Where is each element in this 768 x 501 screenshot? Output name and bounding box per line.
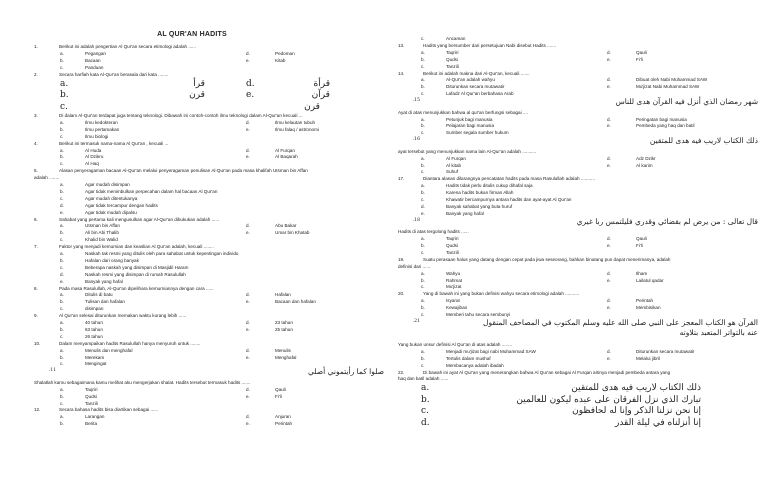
option-text: Khawatir bercampurnya antara hadits dan ayat-ayat Al Qur'an <box>446 197 572 202</box>
option-key: b. <box>60 126 64 132</box>
option-key: b. <box>60 90 69 100</box>
option-text: Khalid bin Walid <box>85 237 118 243</box>
option-key: c. <box>421 169 425 175</box>
option-text: Kitab <box>275 57 286 63</box>
option-key: d. <box>607 77 611 83</box>
option-key: e. <box>246 154 250 160</box>
question-number: 22. <box>398 369 405 375</box>
option-key: e. <box>607 355 611 361</box>
option-text: Membisikan <box>636 305 661 311</box>
option-text: Larangan <box>85 414 105 420</box>
option-key: d. <box>607 49 611 55</box>
option-key: c. <box>421 406 429 417</box>
option-text: Tertulis dalam mushaf <box>446 355 491 361</box>
option-text: Perintah <box>636 298 654 304</box>
option-key: a. <box>60 147 64 153</box>
option-key: c. <box>421 312 425 317</box>
question-text-continued: adalah ........ <box>34 175 60 181</box>
option-text: Qudsi <box>85 393 98 399</box>
option-text: Al Furqan <box>275 147 295 153</box>
option-text: Menulis dan menghafal <box>85 347 133 353</box>
question-text: Di dalam Al-Qur'an terdapat juga tentang teknologi. Dibawah ini contoh-contoh ilmu teknologi dalam Al-Qur'an kecuali ... <box>59 113 303 118</box>
option-text: Berita <box>85 421 98 427</box>
option-text: Bacaan dan hafalan <box>275 299 316 305</box>
option-text: Melalui jibril <box>636 355 660 361</box>
question-number: 15. <box>412 98 420 104</box>
option-text: Pedoman <box>275 50 295 56</box>
option-key: a. <box>421 77 425 83</box>
option-text: Beberapa naskah yang disimpan di Masjidil Haram <box>85 264 189 270</box>
option-key: d. <box>246 223 250 229</box>
option-text: 40 tahun <box>85 320 103 325</box>
option-text: Panduan <box>85 64 104 70</box>
option-key: b. <box>421 162 425 168</box>
option-key: e. <box>607 56 611 62</box>
question-text: Hadits yang bersumber dari persetujuan Nabi disebut Hadits ....... <box>423 42 557 48</box>
option-key: a. <box>421 270 425 276</box>
option-key: e. <box>246 393 250 399</box>
option-text: Pelajaran bagi manusia <box>446 123 495 129</box>
option-text: Ali bin Abi Thalib <box>85 230 119 236</box>
question-number: 12. <box>34 407 41 413</box>
option-text: Al Dzikru <box>85 154 104 160</box>
option-text: Isyarat <box>446 298 460 304</box>
question-text-continued: haq dan batil adalah ...... <box>398 376 449 382</box>
option-key: d. <box>246 414 250 420</box>
option-key: c. <box>60 195 64 201</box>
option-key: c. <box>60 64 64 70</box>
option-text: Qauli <box>275 386 286 392</box>
question-number: 2. <box>34 71 38 77</box>
option-text: تبارك الذي نزل الفرقان على عبده ليكون للعالمين <box>516 394 701 405</box>
option-key: a. <box>60 292 64 298</box>
option-key: e. <box>246 299 250 305</box>
page-title: AL QUR'AN HADITS <box>157 31 227 38</box>
option-text: Suhuf <box>446 169 459 175</box>
question-number: 5. <box>34 168 38 174</box>
option-text: Qudsi <box>446 243 459 248</box>
question-number: 14. <box>398 70 405 76</box>
option-key: d. <box>246 50 250 56</box>
option-text: Al Huda <box>85 147 102 153</box>
question-number: 11. <box>48 368 56 374</box>
option-text: Agar tidak mudah dipalsu <box>85 209 137 215</box>
option-key: a. <box>421 116 425 122</box>
question-text: Diantara alasan dilarangnya pencatatan hadits pada masa Rasulullah adalah ........... <box>423 176 595 182</box>
question-text: Alasan penyeragaman bacaan Al-Qur'an melalui penyeragaman penulisan Al-Qur'an pada masa khalifah Utsman bin Affan <box>59 168 308 174</box>
option-text: Ilham <box>636 270 648 276</box>
option-text: Taqriri <box>85 386 98 392</box>
option-text: Banyak sahabat yang buta huruf <box>446 203 513 209</box>
option-text: Anjuran <box>275 414 291 420</box>
option-text: Diturunkan secara mutawatir <box>636 348 695 354</box>
question-number: 1. <box>34 44 38 49</box>
option-text: قرن <box>189 90 205 100</box>
option-text: Petunjuk bagi manusia <box>446 116 493 122</box>
option-key: a. <box>60 78 69 89</box>
question-text: Al Qur'an selesai diturunkan memakan waktu kurang lebih ...... <box>59 313 187 319</box>
option-text: Al Haq <box>85 161 99 167</box>
option-text: Peringatan bagi manusia <box>636 116 687 122</box>
option-key: c. <box>60 161 64 167</box>
option-text: Fi'li <box>636 243 643 248</box>
option-key: b. <box>60 393 64 399</box>
option-key: e. <box>607 162 611 168</box>
option-key: a. <box>421 49 425 55</box>
option-key: d. <box>246 347 250 353</box>
question-number: 13. <box>398 42 405 48</box>
option-key: e. <box>246 354 250 360</box>
option-key: d. <box>607 116 611 122</box>
option-text: Mengingat <box>85 361 107 367</box>
option-text: Pembeda yang haq dan batil <box>636 123 695 129</box>
option-key: d. <box>607 270 611 276</box>
option-text: Al Furqan <box>446 155 466 161</box>
option-text: Ilmu pertamakan <box>85 126 120 132</box>
question-text-continued: Ayat di atas menunjukkan bahwa al qur'an berfungsi sebagai .... <box>398 109 529 115</box>
option-text: Mu'jizat Nabi Muhammad SAW <box>636 84 700 90</box>
option-key: a. <box>60 251 64 256</box>
option-text: Menjadi mu'jizat bagi nabi Muhammad SAW <box>446 348 536 354</box>
option-key: b. <box>421 84 425 90</box>
option-key: b. <box>60 57 64 63</box>
option-text: Agar tidak menimbulkan perpecahan dalam hal bacaan Al Qur'an <box>85 188 218 194</box>
question-text: Di bawah ini ayat Al Qur'an yang menerangkan bahwa Al Qur'an sebagai Al Furqan artinya menjadi pembeda antara yang <box>423 369 671 375</box>
option-key: e. <box>246 90 255 100</box>
option-text: Ilmu kedokteran <box>85 119 118 125</box>
question-number: 16. <box>412 137 420 143</box>
option-key: a. <box>60 119 64 125</box>
question-number: 19. <box>398 256 405 262</box>
question-text-continued: definisi dari ...... <box>398 263 431 269</box>
option-key: e. <box>246 326 250 332</box>
option-key: e. <box>607 123 611 129</box>
option-text: Banyak yang hafal <box>446 210 484 216</box>
option-key: c. <box>60 264 64 270</box>
option-key: d. <box>246 119 250 125</box>
option-text: disimpan <box>85 306 104 312</box>
option-text: Tanzili <box>446 249 459 255</box>
option-key: a. <box>60 414 64 420</box>
question-text: Yang di bawah ini yang bukan definisi wahyu secara etimologi adalah ........... <box>423 291 580 297</box>
question-text: Faktor yang menjadi kemurnian dan keaslian Al Qur'an adalah, kecuali ........ <box>59 244 214 250</box>
option-text: Agar mudah ditentukanya <box>85 195 138 201</box>
option-key: a. <box>421 183 425 189</box>
option-text: Sumber segala sumber hukum <box>446 130 509 136</box>
option-text: 25 tahun <box>275 326 293 332</box>
question-text-continued: Hadits di atas tergolong hadits ...... <box>398 229 469 235</box>
option-key: e. <box>607 277 611 283</box>
option-key: b. <box>421 394 430 405</box>
question-text: Sahabat yang pertama kali mengusulkan agar Al-Qur'an dibukukan adalah ...... <box>59 216 220 222</box>
option-text: قرأ <box>193 78 205 89</box>
option-text: Ditulis di batu <box>85 292 113 298</box>
option-key: d. <box>246 320 250 325</box>
option-key: a. <box>60 182 64 187</box>
question-text: Dalam menyampaikan hadits Rasulullah hanya menyuruh untuk ........ <box>59 340 201 346</box>
question-text: Secara harfiah kata Al-Qur'an berasala dari kata ........ <box>59 71 169 77</box>
option-text: Diturunkan secara mutawatir <box>446 84 505 90</box>
question-text: Suatu perasaan halus yang datang dengan cepat pada jiwa seseorang, bahkan binatang pun dapat menerimanya, adalah <box>423 256 671 262</box>
option-key: c. <box>60 306 64 312</box>
option-key: a. <box>421 383 430 394</box>
option-text: قرآن <box>311 90 330 100</box>
option-text: Al karim <box>636 162 653 168</box>
question-text: شهر رمضان الذي أنزل فيه القرآن هدى للناس <box>615 97 758 107</box>
option-text: Ilmu kelautan tubuh <box>275 119 316 125</box>
option-key: a. <box>60 386 64 392</box>
option-text: Membacanya adalah ibadah <box>446 362 504 368</box>
option-text: Taqriri <box>446 49 459 55</box>
option-text: ذلك الكتاب لاريب فيه هدى للمتقين <box>571 383 701 394</box>
option-key: c. <box>60 101 68 112</box>
option-text: Menulis <box>275 347 291 353</box>
option-text: Lafadz Al Qur'an berbahasa Arab <box>446 91 514 97</box>
option-text: Kewajiban <box>446 305 468 311</box>
option-text: Tanzili <box>446 63 459 69</box>
option-key: d. <box>421 203 425 209</box>
option-text: Rahmat <box>446 277 463 283</box>
option-text: Karena hadits bukan firman Allah <box>446 190 514 196</box>
option-key: b. <box>421 355 425 361</box>
question-text-continued: ayat tersebut yang menunjukkan nama lain Al-Qur'an adalah ........... <box>398 148 537 154</box>
question-text: Berikut ini adalah makna dari Al-Qur'an, kecuali ....... <box>423 70 530 76</box>
option-key: b. <box>60 354 64 360</box>
option-key: b. <box>421 305 425 311</box>
option-text: Perintah <box>275 421 293 427</box>
option-text: Taqriri <box>446 236 459 242</box>
option-text: Wahyu <box>446 270 461 276</box>
option-key: c. <box>421 130 425 136</box>
question-text: Secara bahasa hadits bisa diartikan sebagai ...... <box>59 407 159 413</box>
option-key: a. <box>60 223 64 229</box>
option-key: c. <box>421 362 425 368</box>
option-key: e. <box>607 305 611 311</box>
question-text-continued: Yang bukan unsur definisi Al Qur'an di atas adalah ........ <box>398 341 512 347</box>
option-text: Qauli <box>636 236 647 242</box>
option-text: إنا نحن نزلنا الذكر وإنا له لحافظون <box>572 406 701 417</box>
option-text: Al kitab <box>446 162 462 168</box>
option-key: b. <box>421 277 425 283</box>
option-text: Tulisan dan hafalan <box>85 299 125 305</box>
option-key: c. <box>60 333 64 339</box>
question-number: 17. <box>398 176 405 182</box>
option-key: d. <box>607 236 611 242</box>
option-key: c. <box>60 237 64 243</box>
option-text: Agar tidak tercampur dengan hadits <box>85 202 158 208</box>
option-key: a. <box>421 155 425 161</box>
question-text-continued: Shalatlah kamu sebagaimana kamu melihat aku mengerjakan shalat. Hadits tersebut termasuk hadits ....... <box>34 379 251 385</box>
option-key: d. <box>60 271 64 277</box>
option-key: d. <box>246 292 250 298</box>
option-text: Naskah tak resmi yang ditulis oleh para sahabat untuk kepentingan individu <box>85 251 239 256</box>
question-number: 6. <box>34 216 38 222</box>
option-text: Mu'jizat <box>446 284 462 290</box>
option-key: b. <box>60 299 64 305</box>
option-text: Bacaan <box>85 57 101 63</box>
option-text: Agar mudah disimpan <box>85 182 130 187</box>
option-key: d. <box>246 147 250 153</box>
option-key: d. <box>246 78 255 89</box>
option-key: d. <box>246 386 250 392</box>
option-key: c. <box>421 91 425 97</box>
option-key: e. <box>607 84 611 90</box>
option-text: Tanzili <box>85 400 98 406</box>
option-key: a. <box>421 298 425 304</box>
option-key: c. <box>421 63 425 69</box>
option-key: a. <box>421 348 425 354</box>
option-key: e. <box>421 210 425 216</box>
option-key: a. <box>60 347 64 353</box>
option-key: b. <box>60 326 64 332</box>
question-text: Berikut ini termasuk nama-nama Al Qur'an , kecuali ... <box>59 140 169 146</box>
option-key: d. <box>607 298 611 304</box>
option-text: Utsman bin Affan <box>85 223 120 229</box>
option-text: Dibuat oleh Nabi Muhammad SAW <box>636 77 708 83</box>
question-number: 4. <box>34 140 38 146</box>
option-text: Merekam <box>85 354 105 360</box>
option-key: b. <box>60 421 64 427</box>
question-number: 3. <box>34 113 38 118</box>
option-key: e. <box>60 209 64 215</box>
option-text: Umar bin Khatab <box>275 230 310 236</box>
question-number: 20. <box>398 291 405 297</box>
option-key: c. <box>421 197 425 202</box>
option-key: d. <box>607 155 611 161</box>
option-key: b. <box>60 230 64 236</box>
option-key: d. <box>607 348 611 354</box>
question-text: القرآن هو الكتاب المعجز على النبي صلى الله عليه وسلم المكتوب في المصاحف المنقول <box>483 317 758 327</box>
option-key: d. <box>60 202 64 208</box>
option-text: Menghafal <box>275 354 297 360</box>
option-text: Naskah resmi yang disimpan di rumah Rasulullah <box>85 271 186 277</box>
question-number: 21. <box>412 318 420 324</box>
option-key: b. <box>421 243 425 248</box>
option-key: e. <box>246 230 250 236</box>
option-key: e. <box>60 278 64 284</box>
option-key: c. <box>60 133 64 139</box>
option-text: Hafalan <box>275 292 291 298</box>
option-text: Fi'li <box>636 56 643 62</box>
question-text: ذلك الكتاب لاريب فيه هدى للمتقين <box>649 136 758 146</box>
option-key: c. <box>421 249 425 255</box>
option-key: a. <box>421 236 425 242</box>
question-text: قال تعالى : من يرض لم بقضائي وقدري فليلتمس ربا غيري <box>576 216 758 226</box>
question-text: Berikut ini adalah pengertian Al Qur'an secara etimologi adalah ...... <box>59 44 196 49</box>
option-text: 63 tahun <box>85 326 103 332</box>
option-key: b. <box>421 123 425 129</box>
option-text: Qauli <box>636 49 647 55</box>
option-text: Al Baqarah <box>275 154 298 160</box>
option-text: Lailatul qadar <box>636 277 664 283</box>
option-key: a. <box>60 320 64 325</box>
option-text: Abu Bakar <box>275 223 297 229</box>
option-key: e. <box>246 421 250 427</box>
option-text: Fi'li <box>275 393 282 399</box>
option-text: Qudsi <box>446 56 459 62</box>
option-text: 26 tahun <box>85 333 103 339</box>
option-key: b. <box>421 56 425 62</box>
question-number: 18. <box>412 217 420 223</box>
option-text: Hadits tidak perlu ditulis cukup dihafal saja <box>446 183 533 189</box>
option-text: Al-Qur'an adalah wahyu <box>446 77 495 83</box>
question-number: 10. <box>34 340 41 346</box>
option-key: d. <box>421 417 430 428</box>
option-text: Pegangan <box>85 50 106 56</box>
option-key: c. <box>60 361 64 367</box>
option-text: Hafalan dari orang banyak <box>85 257 139 263</box>
option-text: Ancaman <box>446 36 466 41</box>
option-text: قرأة <box>313 78 330 89</box>
option-key: e. <box>246 126 250 132</box>
option-key: c. <box>421 36 425 41</box>
question-text: صلوا كما رأيتموني أصلي <box>308 367 384 377</box>
option-text: 23 tahun <box>275 320 293 325</box>
option-key: e. <box>246 57 250 63</box>
option-key: b. <box>60 257 64 263</box>
option-text: Adz Dzikr <box>636 155 656 161</box>
option-key: c. <box>60 400 64 406</box>
option-text: Memberi tahu secara sembunyi <box>446 312 511 317</box>
option-key: b. <box>421 190 425 196</box>
option-text: Ilmu biologi <box>85 133 109 139</box>
option-key: b. <box>60 154 64 160</box>
option-text: قرن <box>304 101 320 112</box>
question-number: 8. <box>34 285 38 291</box>
option-text: Ilmu falaq / astronomi <box>275 126 319 132</box>
question-text: Pada masa Rasulullah, Al-Qur'an dipelihara kemurniannya dengan cara ...... <box>59 285 214 291</box>
option-text: إنا أنزلناه في ليلة القدر <box>614 417 701 428</box>
option-key: a. <box>60 50 64 56</box>
option-key: c. <box>421 284 425 290</box>
question-text-continued: عنه بالتواتر المتعبد بتلاوته <box>679 328 758 338</box>
option-text: Banyak yang hafal <box>85 278 123 284</box>
option-key: e. <box>607 243 611 248</box>
question-number: 9. <box>34 313 38 319</box>
option-key: b. <box>60 188 64 194</box>
question-number: 7. <box>34 244 38 250</box>
